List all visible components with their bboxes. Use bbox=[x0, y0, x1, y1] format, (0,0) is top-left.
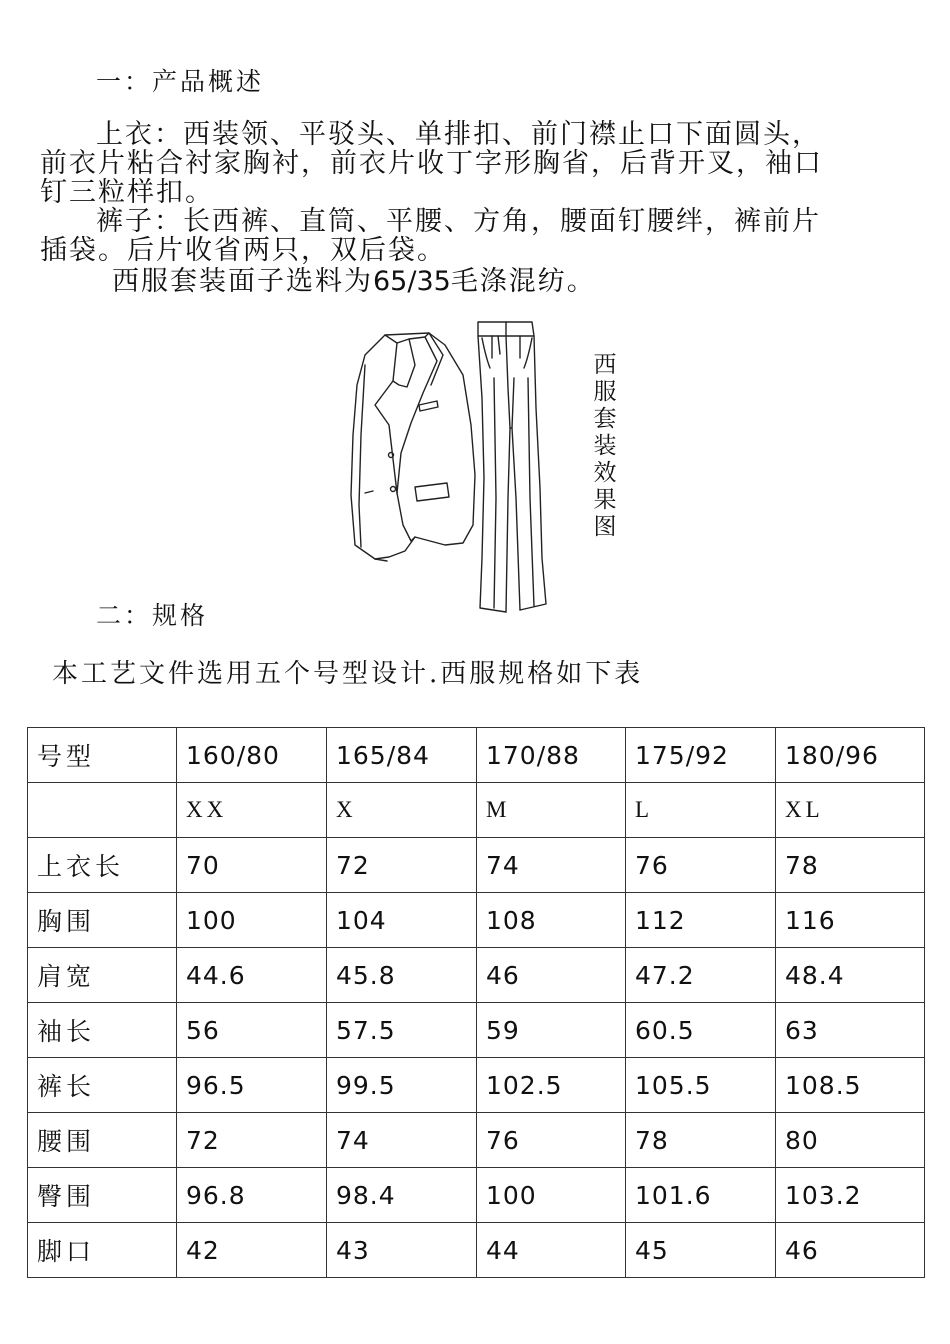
value-cell: 105.5 bbox=[626, 1058, 776, 1113]
value-cell: 45.8 bbox=[327, 948, 477, 1003]
size-cell: 160/80 bbox=[177, 728, 327, 783]
value-cell: 96.5 bbox=[177, 1058, 327, 1113]
row-label-cell: 脚口 bbox=[28, 1223, 177, 1278]
value-cell: 108 bbox=[477, 893, 626, 948]
size-cell: 180/96 bbox=[776, 728, 925, 783]
value-cell: 100 bbox=[177, 893, 327, 948]
size-code-cell: L bbox=[626, 783, 776, 838]
row-label-cell: 臀围 bbox=[28, 1168, 177, 1223]
table-row bbox=[28, 1113, 925, 1168]
value-cell: 44 bbox=[477, 1223, 626, 1278]
value-cell: 56 bbox=[177, 1003, 327, 1058]
value-cell: 80 bbox=[776, 1113, 925, 1168]
value-cell: 78 bbox=[626, 1113, 776, 1168]
suit-trousers-icon bbox=[470, 318, 556, 618]
value-cell: 100 bbox=[477, 1168, 626, 1223]
table-row bbox=[28, 1168, 925, 1223]
table-row bbox=[28, 948, 925, 1003]
value-cell: 101.6 bbox=[626, 1168, 776, 1223]
value-cell: 46 bbox=[776, 1223, 925, 1278]
row-label-cell: 袖长 bbox=[28, 1003, 177, 1058]
suit-jacket-icon bbox=[345, 325, 480, 570]
row-label-cell: 肩宽 bbox=[28, 948, 177, 1003]
value-cell: 74 bbox=[477, 838, 626, 893]
row-label-cell: 胸围 bbox=[28, 893, 177, 948]
value-cell: 57.5 bbox=[327, 1003, 477, 1058]
value-cell: 60.5 bbox=[626, 1003, 776, 1058]
value-cell: 72 bbox=[177, 1113, 327, 1168]
value-cell: 45 bbox=[626, 1223, 776, 1278]
size-code-cell: XX bbox=[177, 783, 327, 838]
value-cell: 76 bbox=[477, 1113, 626, 1168]
value-cell: 108.5 bbox=[776, 1058, 925, 1113]
trouser-desc-line-1: 裤子：长西裤、直筒、平腰、方角，腰面钉腰绊，裤前片 bbox=[96, 206, 821, 237]
spec-intro: 本工艺文件选用五个号型设计.西服规格如下表 bbox=[52, 659, 644, 689]
table-row bbox=[28, 1003, 925, 1058]
value-cell: 46 bbox=[477, 948, 626, 1003]
header-label-cell: 号型 bbox=[28, 728, 177, 783]
size-cell: 175/92 bbox=[626, 728, 776, 783]
value-cell: 72 bbox=[327, 838, 477, 893]
value-cell: 47.2 bbox=[626, 948, 776, 1003]
value-cell: 112 bbox=[626, 893, 776, 948]
size-code-cell: XL bbox=[776, 783, 925, 838]
value-cell: 78 bbox=[776, 838, 925, 893]
section-heading-overview: 一：产品概述 bbox=[96, 67, 265, 96]
section-heading-spec: 二：规格 bbox=[96, 601, 209, 630]
jacket-desc-line-1: 上衣：西装领、平驳头、单排扣、前门襟止口下面圆头， bbox=[96, 119, 821, 150]
row-label-cell: 腰围 bbox=[28, 1113, 177, 1168]
value-cell: 96.8 bbox=[177, 1168, 327, 1223]
value-cell: 63 bbox=[776, 1003, 925, 1058]
value-cell: 98.4 bbox=[327, 1168, 477, 1223]
size-cell: 165/84 bbox=[327, 728, 477, 783]
row-label-cell: 上衣长 bbox=[28, 838, 177, 893]
table-row bbox=[28, 893, 925, 948]
jacket-desc-line-3: 钉三粒样扣。 bbox=[40, 177, 214, 208]
jacket-desc-line-2: 前衣片粘合衬家胸衬，前衣片收丁字形胸省，后背开叉，袖口 bbox=[40, 148, 823, 179]
size-code-cell: X bbox=[327, 783, 477, 838]
value-cell: 70 bbox=[177, 838, 327, 893]
fabric-desc-suffix: 毛涤混纺。 bbox=[450, 266, 596, 297]
value-cell: 44.6 bbox=[177, 948, 327, 1003]
table-row-header bbox=[28, 728, 925, 783]
value-cell: 102.5 bbox=[477, 1058, 626, 1113]
fabric-desc bbox=[112, 267, 596, 296]
spec-table bbox=[27, 727, 925, 1278]
value-cell: 43 bbox=[327, 1223, 477, 1278]
table-row bbox=[28, 838, 925, 893]
value-cell: 104 bbox=[327, 893, 477, 948]
value-cell: 74 bbox=[327, 1113, 477, 1168]
fabric-desc-prefix: 西服套装面子选料为 bbox=[112, 266, 373, 297]
table-row-codes bbox=[28, 783, 925, 838]
value-cell: 59 bbox=[477, 1003, 626, 1058]
illustration-caption: 西服套装效果图 bbox=[593, 352, 617, 540]
trouser-desc-line-2: 插袋。后片收省两只，双后袋。 bbox=[40, 235, 446, 266]
value-cell: 116 bbox=[776, 893, 925, 948]
value-cell: 76 bbox=[626, 838, 776, 893]
value-cell: 99.5 bbox=[327, 1058, 477, 1113]
row-label-cell: 裤长 bbox=[28, 1058, 177, 1113]
fabric-ratio: 65/35 bbox=[373, 266, 451, 297]
table-row bbox=[28, 1058, 925, 1113]
empty-label-cell bbox=[28, 783, 177, 838]
size-cell: 170/88 bbox=[477, 728, 626, 783]
value-cell: 48.4 bbox=[776, 948, 925, 1003]
table-row bbox=[28, 1223, 925, 1278]
value-cell: 42 bbox=[177, 1223, 327, 1278]
value-cell: 103.2 bbox=[776, 1168, 925, 1223]
size-code-cell: M bbox=[477, 783, 626, 838]
